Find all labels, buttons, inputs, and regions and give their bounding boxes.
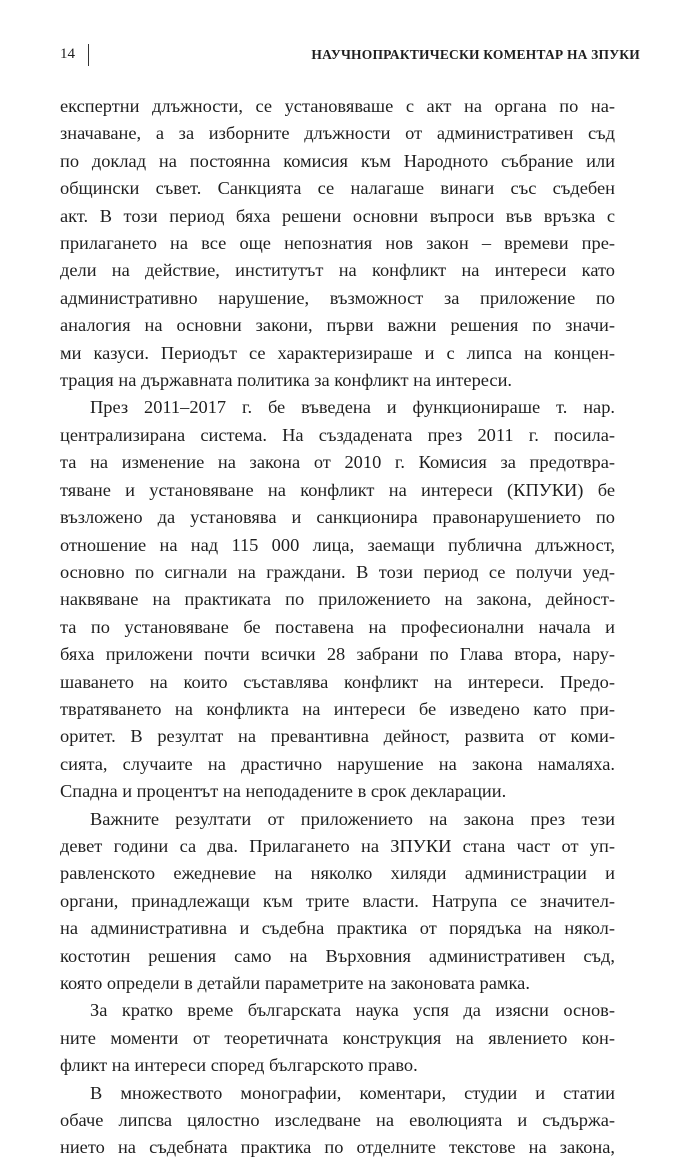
text-line: тяване и установяване на конфликт на интереси (КПУКИ) бе xyxy=(60,479,615,500)
text-line: централизирана система. На създадената през 2011 г. посила- xyxy=(60,424,615,445)
text-line: Спадна и процентът на неподадените в срок декларации. xyxy=(60,781,507,802)
text-line: костотин решения само на Върховния административен съд, xyxy=(60,945,615,966)
header-divider xyxy=(88,44,89,66)
text-line: на административна и съдебна практика от порядъка на някол- xyxy=(60,918,615,939)
text-line: акт. В този период бяха решени основни въпроси във връзка с xyxy=(60,205,615,226)
text-line: възложено да установява и санкционира правонарушението по xyxy=(60,507,615,528)
text-line: дели на действие, институтът на конфликт на интереси като xyxy=(60,260,615,281)
text-line: обаче липсва цялостно изследване на еволюцията и съдържа- xyxy=(60,1110,615,1131)
text-line: трация на държавната политика за конфликт на интереси. xyxy=(60,370,513,391)
text-line: та по установяване бе поставена на професионални начала и xyxy=(60,616,615,637)
page-number: 14 xyxy=(60,46,75,62)
paragraph-2 xyxy=(60,394,615,805)
text-line: аналогия на основни закони, първи важни решения по значи- xyxy=(60,315,615,336)
text-line: общински съвет. Санкцията се налагаше винаги със съдебен xyxy=(60,178,615,199)
text-line: шаването на които съставлява конфликт на интереси. Предо- xyxy=(60,671,615,692)
running-header xyxy=(60,44,640,70)
text-line: административно нарушение, възможност за приложение по xyxy=(60,287,615,308)
text-line: твратяването на конфликта на интереси бе изведено като при- xyxy=(60,698,615,719)
text-line: ми казуси. Периодът се характеризираше и с липса на концен- xyxy=(60,342,615,363)
text-line: девет години са два. Прилагането на ЗПУКИ стана част от уп- xyxy=(60,835,615,856)
text-line: която определи в детайли параметрите на законовата рамка. xyxy=(60,973,530,993)
text-line: експертни длъжности, се установяваше с акт на органа по на- xyxy=(60,96,615,116)
text-line: отношение на над 115 000 лица, заемащи публична длъжност, xyxy=(60,534,615,555)
paragraph-5 xyxy=(60,1080,615,1162)
paragraph-3 xyxy=(60,806,615,998)
text-line: прилагането на все още непознатия нов закон – времеви пре- xyxy=(60,233,615,254)
paragraph-4 xyxy=(60,997,615,1079)
paragraph-1 xyxy=(60,93,615,394)
text-line: Важните резултати от приложението на закона през тези xyxy=(90,808,615,829)
text-line: В множеството монографии, коментари, студии и статии xyxy=(90,1082,615,1103)
text-line: фликт на интереси според българското право. xyxy=(60,1055,418,1076)
text-line: бяха приложени почти всички 28 забрани по Глава втора, нару- xyxy=(60,644,615,665)
text-line: по доклад на постоянна комисия към Народното събрание или xyxy=(60,150,615,171)
text-line: ните моменти от теоретичната конструкция на явлението кон- xyxy=(60,1027,615,1048)
running-title: НАУЧНОПРАКТИЧЕСКИ КОМЕНТАР НА ЗПУКИ xyxy=(311,47,640,62)
text-line: та на изменение на закона от 2010 г. Комисия за предотвра- xyxy=(60,452,615,473)
text-line: През 2011–2017 г. бе въведена и функционираше т. нар. xyxy=(90,397,615,418)
text-line: органи, принадлежащи към трите власти. Натрупа се значител- xyxy=(60,890,615,911)
text-line: равленското ежедневие на няколко хиляди администрации и xyxy=(60,863,615,884)
text-line: За кратко време българската наука успя да изясни основ- xyxy=(90,1000,615,1021)
text-line: оритет. В резултат на превантивна дейност, развита от коми- xyxy=(60,726,615,747)
text-line: наквяване на практиката по приложението на закона, дейност- xyxy=(60,589,615,610)
text-line: сията, случаите на драстично нарушение на закона намаляха. xyxy=(60,753,615,774)
text-line: нието на съдебната практика по отделните текстове на закона, xyxy=(60,1137,615,1158)
body-text xyxy=(60,93,615,1162)
text-line: основно по сигнали на граждани. В този период се получи уед- xyxy=(60,561,615,582)
text-line: значаване, а за изборните длъжности от административен съд xyxy=(60,123,615,144)
